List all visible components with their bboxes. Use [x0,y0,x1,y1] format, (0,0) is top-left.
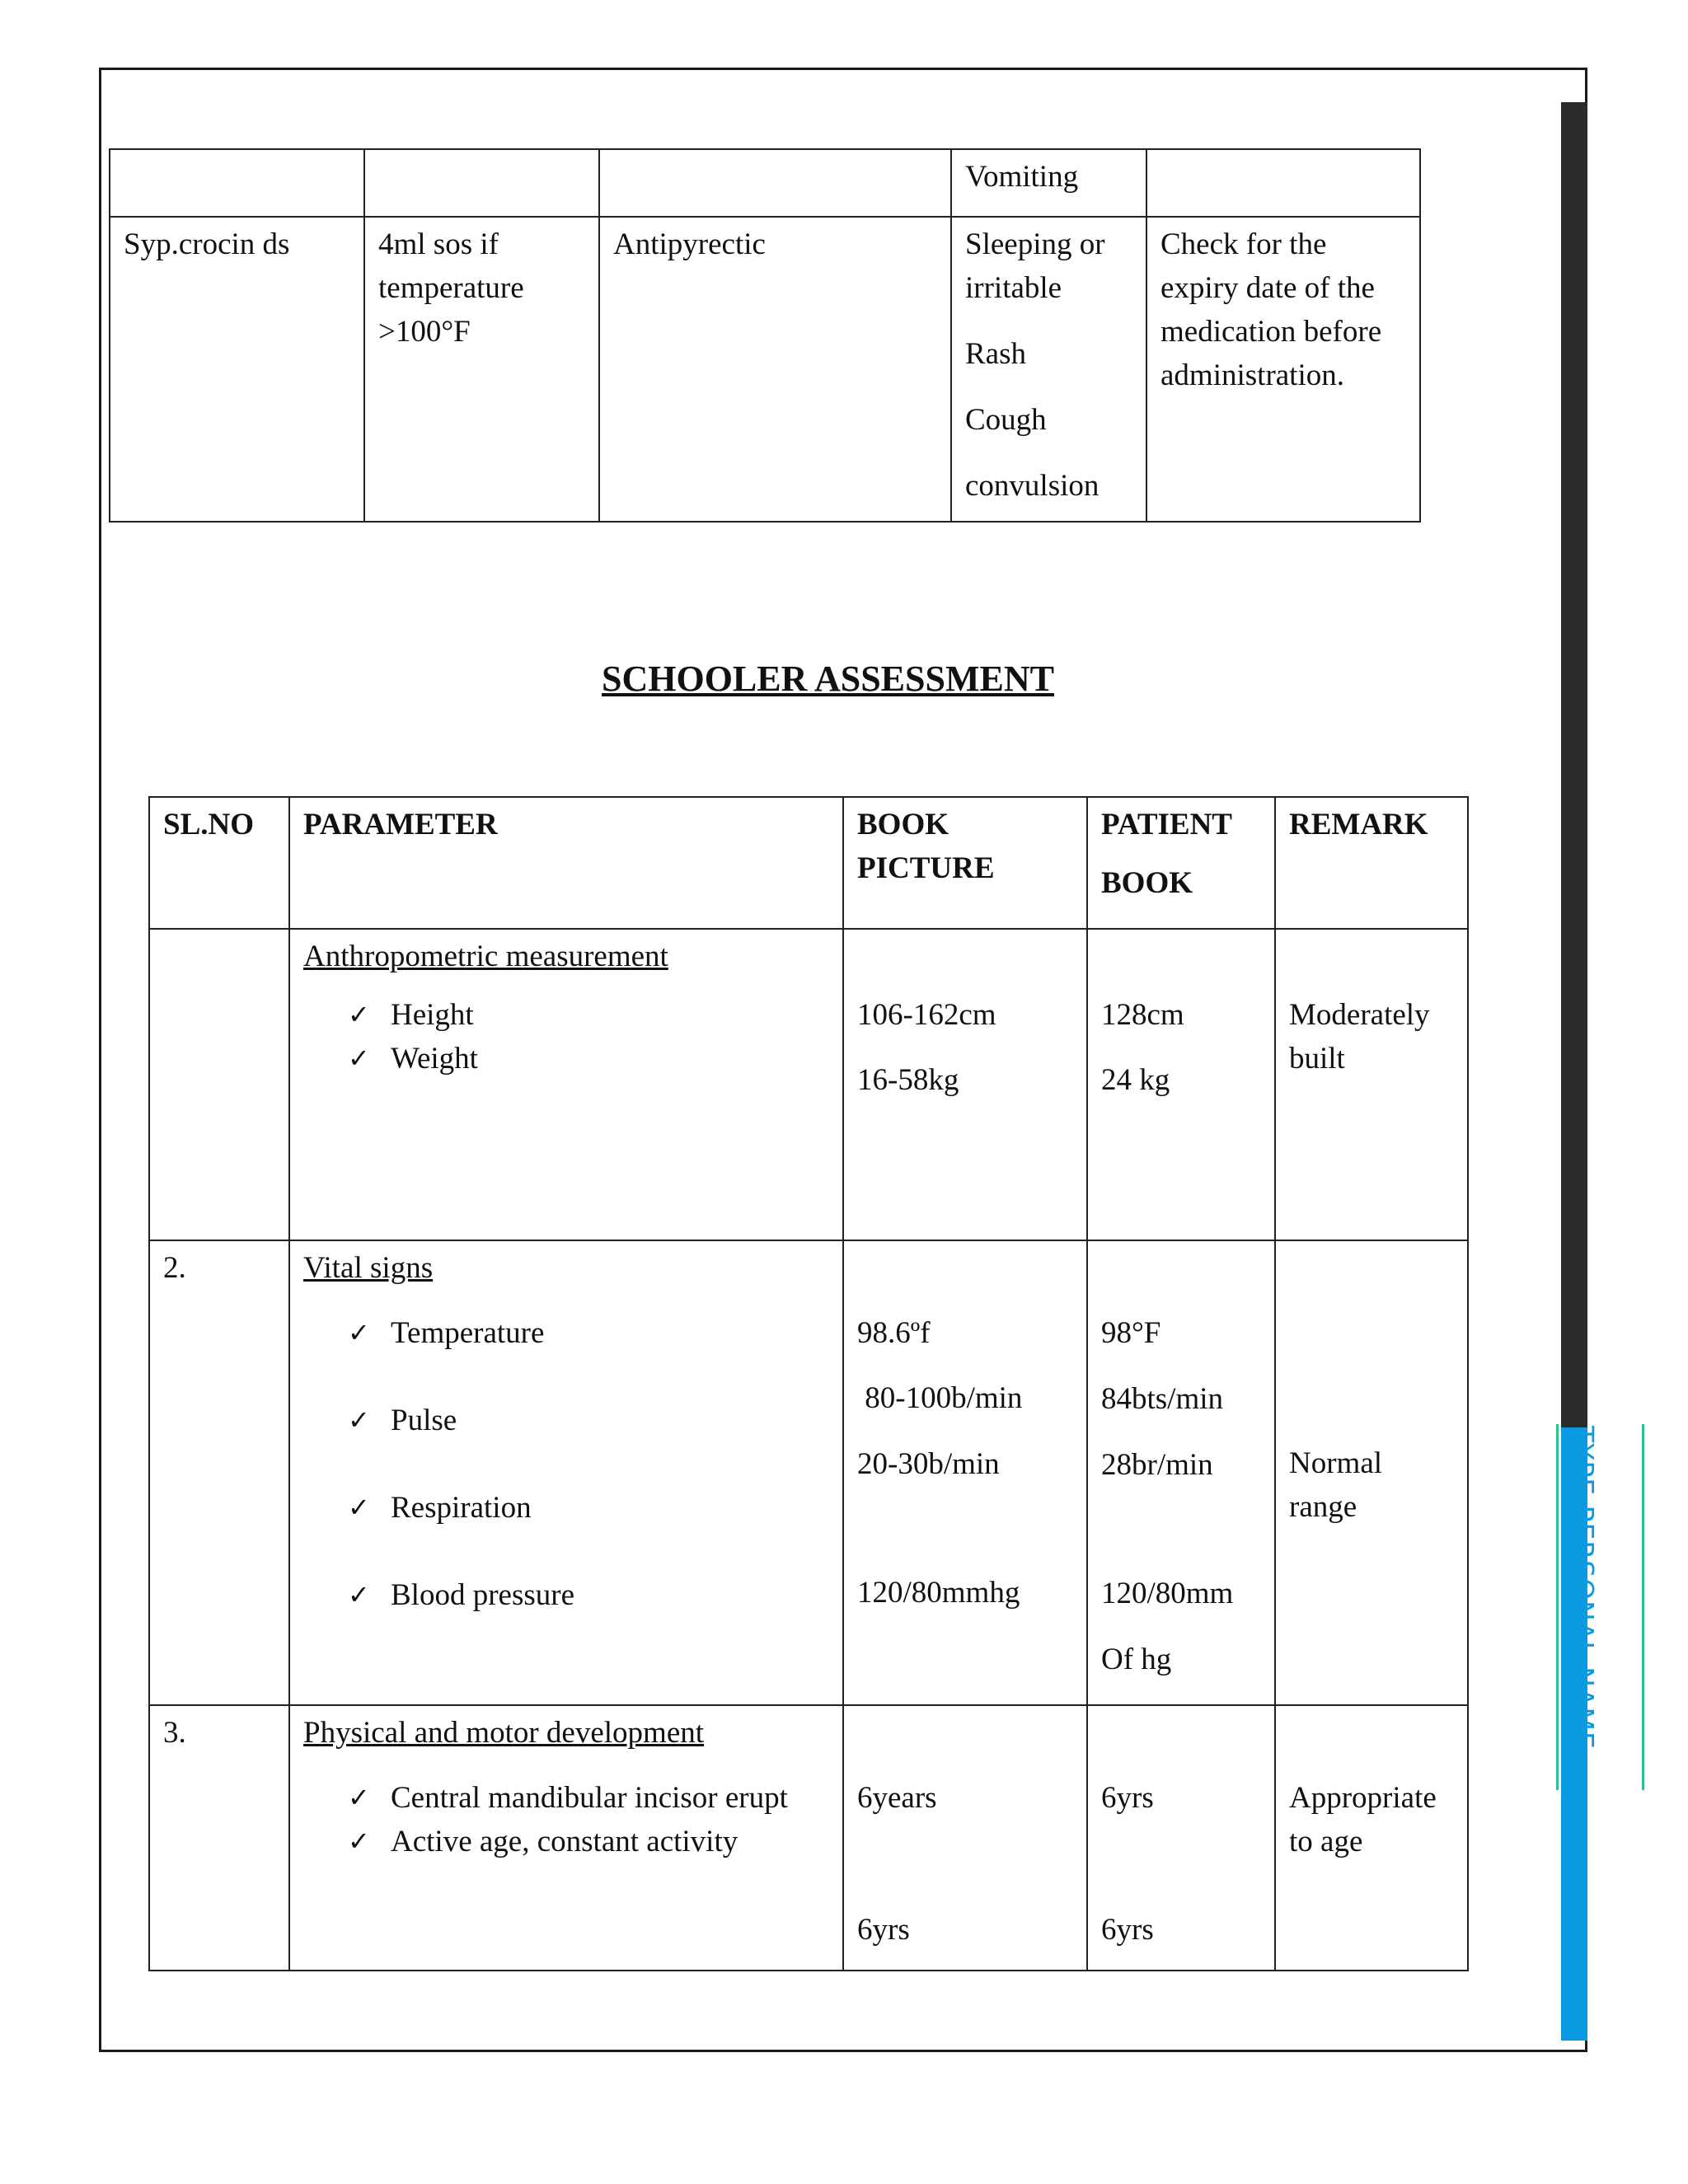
book-value-cell [843,1705,1087,1971]
dose-cell [364,149,599,217]
value-text: 24 kg [1101,1063,1170,1097]
patient-value-cell [1087,1240,1275,1705]
patient-value-cell [1087,929,1275,1240]
dose-cell: 4ml sos if temperature >100°F [364,217,599,522]
value-text: Appropriate to age [1289,1781,1437,1858]
header-book-picture [843,797,1087,929]
slno-cell [149,929,289,1240]
side-effects-cell: Vomiting [951,149,1146,217]
check-item: ✓ Height [348,993,829,1037]
slno-cell: 2. [149,1240,289,1705]
header-line: BOOK [1101,866,1193,900]
side-effect-item: Rash [965,337,1026,371]
sidebar-dark-bar [1561,102,1587,1427]
action-cell: Antipyrectic [599,217,951,522]
value-text: 128cm [1101,998,1184,1032]
table-row [149,929,1468,1240]
value-text: Of hg [1101,1643,1172,1676]
book-value-cell [843,929,1087,1240]
check-item: ✓ Weight [348,1037,829,1080]
value-text: 16-58kg [857,1063,959,1097]
value-text: 120/80mmhg [857,1576,1020,1610]
remark-cell [1275,929,1468,1240]
nursing-cell [1146,149,1420,217]
table-row [149,1240,1468,1705]
drug-cell [110,149,364,217]
value-text: 6yrs [857,1913,910,1947]
check-item: ✓ Active age, constant activity [348,1820,829,1863]
check-item: ✓ Respiration [348,1486,829,1530]
parameter-cell [289,929,843,1240]
value-text: 106-162cm [857,998,996,1032]
value-text: 120/80mm [1101,1577,1234,1610]
side-effect-item: convulsion [965,469,1100,503]
header-line: PATIENT [1101,808,1232,841]
value-text: Moderately built [1289,998,1430,1076]
value-text: 6yrs [1101,1913,1154,1947]
table-row [110,217,1420,522]
sidebar-line-left [1556,1424,1559,1790]
slno-cell: 3. [149,1705,289,1971]
section-heading: Anthropometric measurement [303,940,668,973]
section-heading: Physical and motor development [303,1716,705,1750]
header-parameter: PARAMETER [289,797,843,929]
header-remark: REMARK [1275,797,1468,929]
header-line: BOOK [857,808,950,841]
remark-cell [1275,1240,1468,1705]
value-text: 20-30b/min [857,1447,1000,1481]
side-effect-item: Sleeping or irritable [965,227,1105,305]
value-text: 80-100b/min [857,1381,1023,1415]
checklist [303,1311,829,1617]
assessment-table [148,796,1469,1971]
remark-cell [1275,1705,1468,1971]
value-text: 28br/min [1101,1448,1213,1482]
drug-cell: Syp.crocin ds [110,217,364,522]
check-item: ✓ Pulse [348,1399,829,1442]
side-effect-item: Cough [965,403,1047,437]
patient-value-cell [1087,1705,1275,1971]
check-item: ✓ Temperature [348,1311,829,1355]
action-cell [599,149,951,217]
value-text: 6years [857,1781,937,1815]
table-row [149,1705,1468,1971]
parameter-cell [289,1240,843,1705]
header-line: PICTURE [857,851,995,885]
book-value-cell [843,1240,1087,1705]
section-heading: Vital signs [303,1251,434,1285]
header-patient-book [1087,797,1275,929]
checklist [303,993,829,1080]
personal-name-field[interactable]: TYPE PERSONAL NAME [1568,1426,1600,1750]
table-row [110,149,1420,217]
value-text: 98°F [1101,1316,1161,1350]
side-effects-cell [951,217,1146,522]
value-text: 84bts/min [1101,1382,1224,1416]
medication-table [109,148,1421,523]
parameter-cell [289,1705,843,1971]
value-text: 6yrs [1101,1781,1154,1815]
table-header-row [149,797,1468,929]
value-text: 98.6ºf [857,1316,931,1350]
header-slno: SL.NO [149,797,289,929]
nursing-cell: Check for the expiry date of the medication before administration. [1146,217,1420,522]
check-item: ✓ Central mandibular incisor erupt [348,1776,829,1820]
sidebar-line-right [1642,1424,1644,1790]
section-title: SCHOOLER ASSESSMENT [602,658,1054,699]
checklist [303,1776,829,1863]
value-text: Normal range [1289,1446,1383,1524]
check-item: ✓ Blood pressure [348,1573,829,1617]
